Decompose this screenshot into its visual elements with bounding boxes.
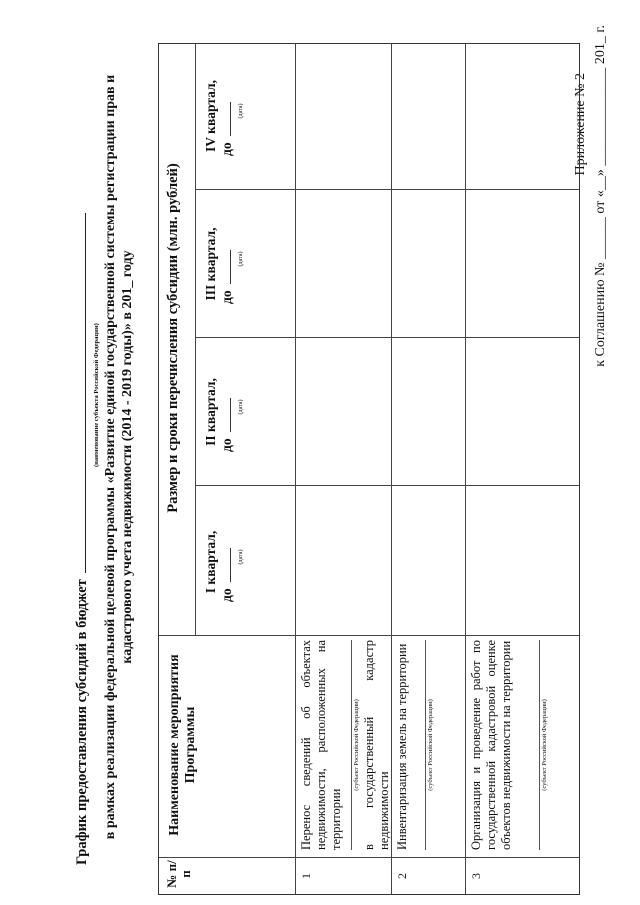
row-event-text [395, 640, 436, 850]
quarter-label: IV квартал, [203, 80, 218, 152]
row-subject-caption: (субъект Российской Федерации) [539, 640, 550, 850]
row-subject-caption: (субъект Российской Федерации) [351, 640, 362, 850]
row-text-tail: в государственный кадастр недвижимости [362, 640, 391, 850]
row-number: 2 [395, 873, 409, 879]
header-event-name: Наименование мероприятия Программы [167, 654, 198, 836]
row-text-main: Инвентаризация земель на территории [395, 643, 409, 850]
program-title-line1: в рамках реализации федеральной целевой программы «Развитие единой государственной системы регистрации прав и [103, 74, 118, 840]
document-title-text: График предоставления субсидий в бюджет [74, 579, 90, 865]
quarter-label: III квартал, [203, 227, 218, 301]
quarter-until: до [219, 142, 234, 156]
quarter-4-header [203, 46, 249, 186]
table-divider [159, 635, 579, 636]
appendix-title: Приложение № 2 [573, 73, 588, 176]
program-title [102, 17, 136, 897]
subject-caption: (наименование субъекта Российской Федерации) [93, 323, 100, 467]
table-divider [295, 44, 296, 894]
quarter-date-caption: (дата) [238, 399, 244, 415]
quarter-until: до [219, 290, 234, 304]
document-title [72, 213, 91, 865]
row-number: 1 [299, 873, 313, 879]
table-divider [465, 44, 466, 894]
quarter-1-header [203, 492, 249, 632]
row-text-main: Перенос сведений об объектах недвижимости, расположенных на территории [299, 640, 343, 850]
table-divider [195, 189, 579, 190]
quarter-until: до [219, 588, 234, 602]
appendix-agreement-line: к Соглашению № ______ от «__» ______________ 201_ г. [593, 25, 608, 367]
header-subsidy-size: Размер и сроки перечисления субсидии (млн. рублей) [165, 163, 181, 513]
quarter-label: I квартал, [203, 530, 218, 594]
quarter-3-header [203, 194, 249, 334]
row-number: 3 [469, 873, 483, 879]
table-divider [195, 485, 579, 486]
quarter-date-caption: (дата) [238, 251, 244, 267]
subject-blank-line [72, 213, 86, 573]
row-event-text [299, 640, 392, 850]
quarter-2-header [203, 342, 249, 482]
row-subject-caption: (субъект Российской Федерации) [425, 640, 436, 850]
row-event-text [469, 640, 550, 850]
quarter-until: до [219, 438, 234, 452]
row-text-main: Организация и проведение работ по государственной кадастровой оценке объектов недвижимости на территории [469, 640, 513, 850]
quarter-date-caption: (дата) [238, 103, 244, 119]
quarter-date-caption: (дата) [238, 549, 244, 565]
table-divider [159, 857, 579, 858]
program-title-line2: кадастрового учета недвижимости (2014 - 2019 годы)» в 201_ году [120, 250, 135, 664]
table-divider [195, 337, 579, 338]
table-divider [195, 44, 196, 636]
subsidy-table [158, 43, 580, 895]
quarter-label: II квартал, [203, 378, 218, 446]
header-number: № п/п [164, 860, 193, 888]
